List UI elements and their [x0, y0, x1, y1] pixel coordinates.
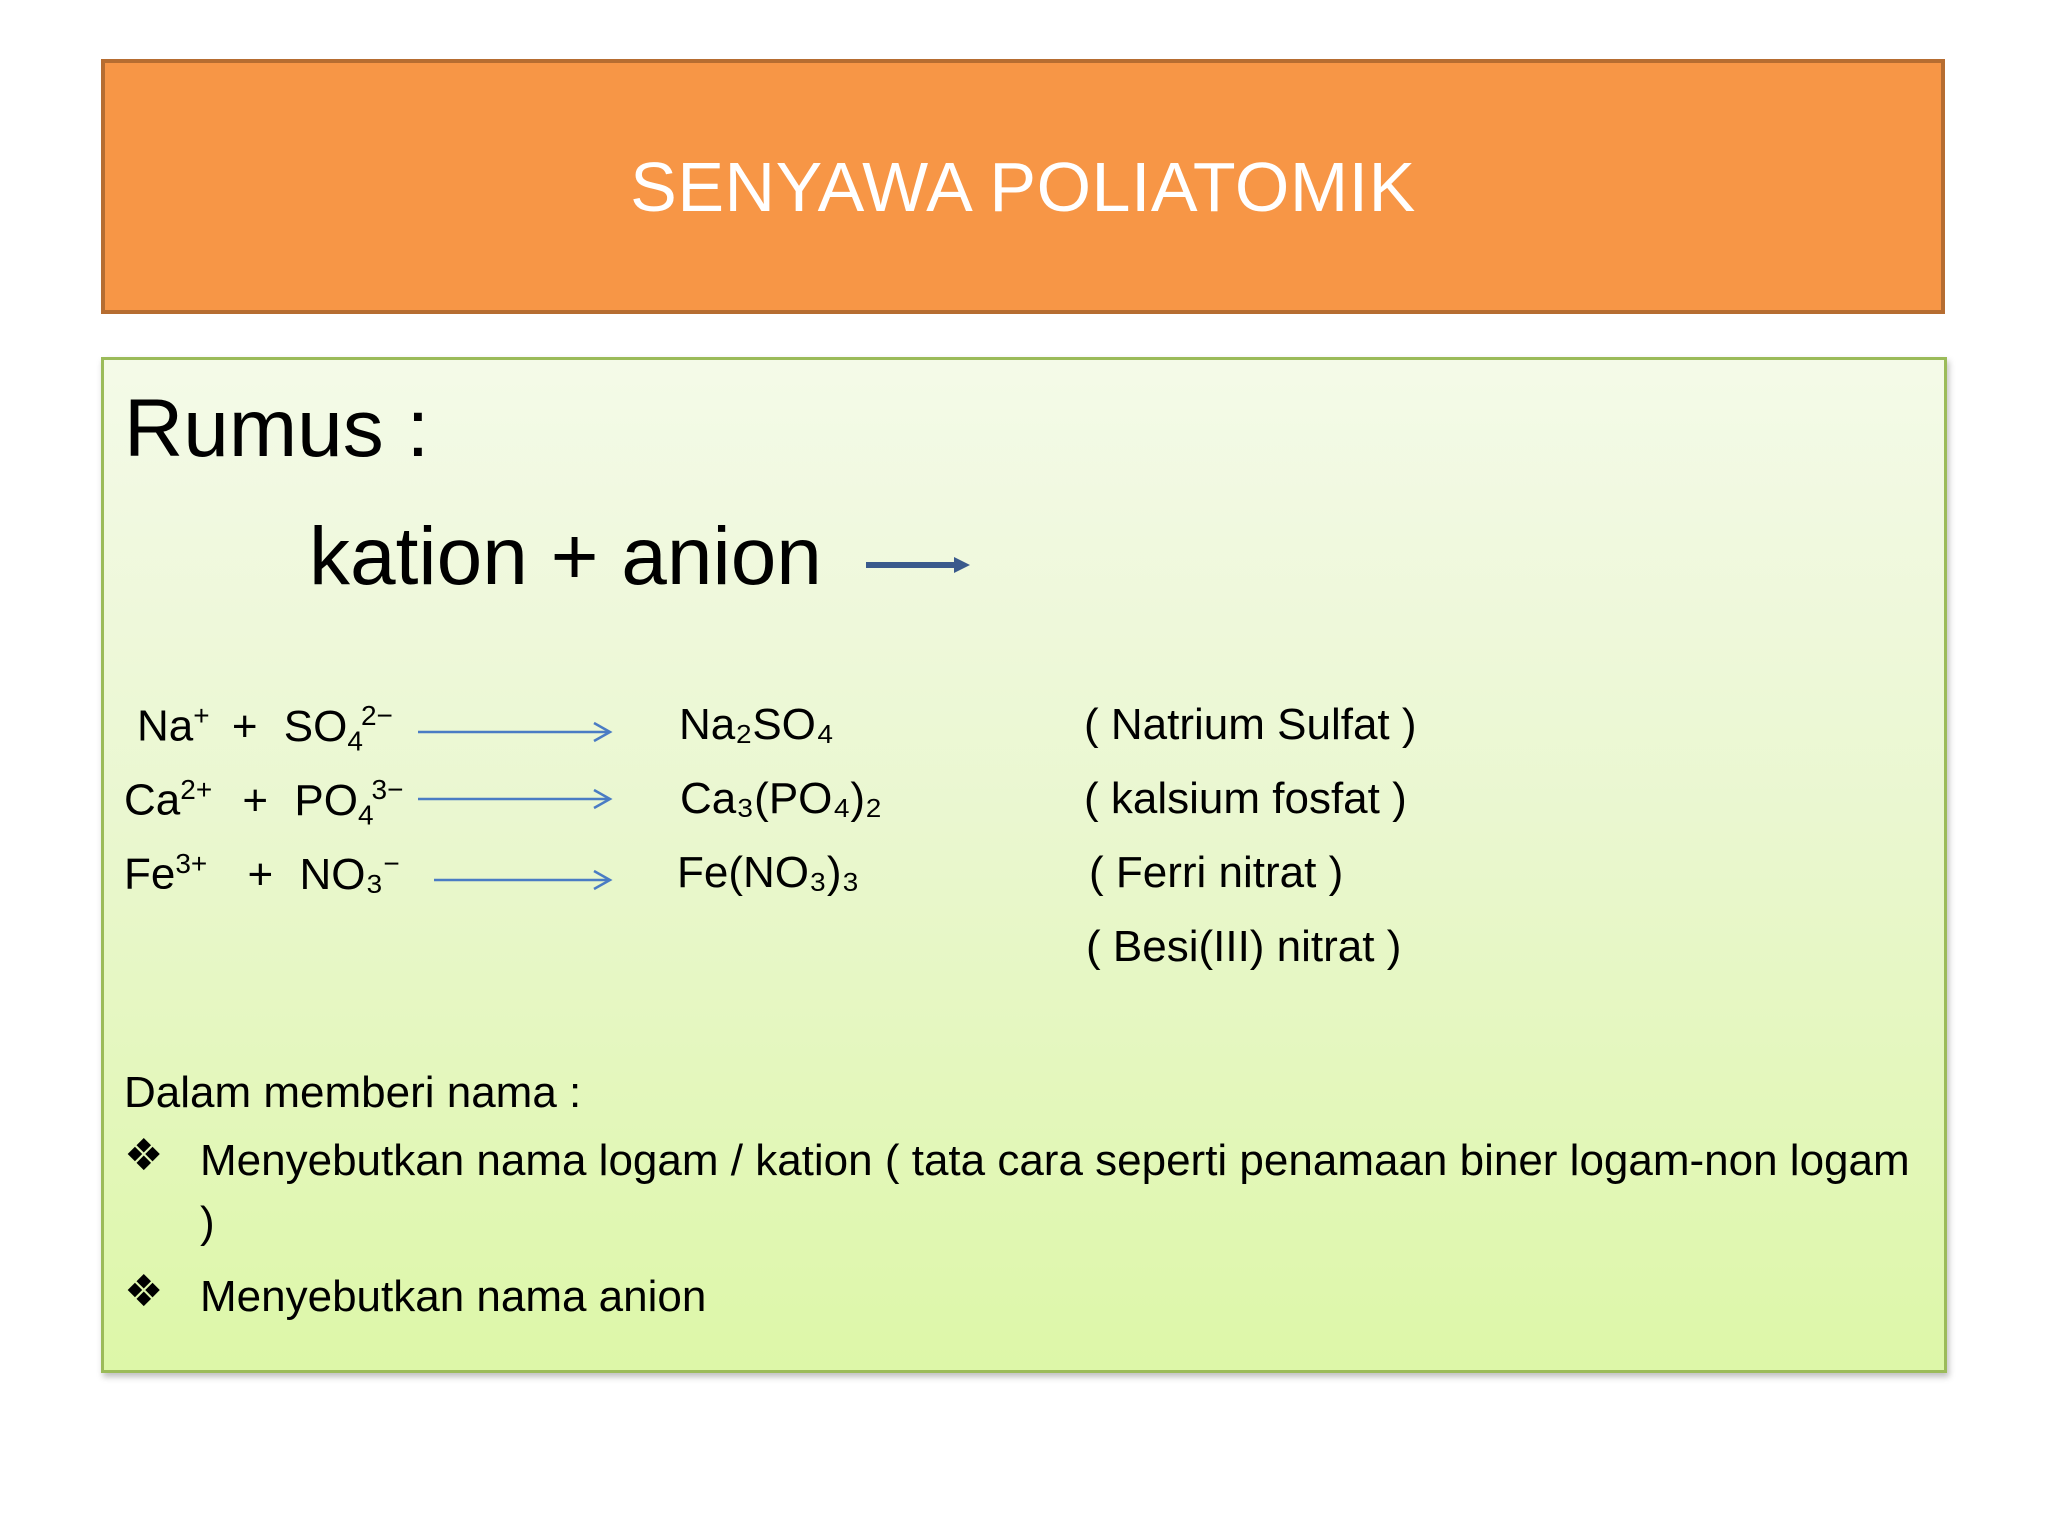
reaction-3-name: ( Ferri nitrat ) — [1089, 848, 1344, 897]
cation-symbol: Na — [137, 701, 194, 751]
bullet-text: Menyebutkan nama logam / kation ( tata cara seperti penamaan biner logam-non logam ) — [200, 1136, 1910, 1247]
anion-symbol: PO — [294, 775, 358, 825]
reaction-2-arrow-icon — [416, 787, 616, 811]
reaction-3-arrow-icon — [432, 868, 616, 892]
anion-subscript: 4 — [347, 725, 363, 757]
title-box — [101, 59, 1945, 314]
naming-intro: Dalam memberi nama : — [124, 1068, 582, 1117]
formula-text: kation + anion — [309, 511, 822, 602]
reaction-2-reactants — [124, 774, 403, 831]
slide-title: SENYAWA POLIATOMIK — [630, 147, 1416, 226]
reaction-1-arrow-icon — [416, 720, 616, 744]
diamond-bullet-icon: ❖ — [124, 1267, 164, 1316]
content-box — [101, 357, 1947, 1373]
formula-arrow-icon — [864, 552, 974, 578]
diamond-bullet-icon: ❖ — [124, 1131, 164, 1180]
plus-sign: + — [242, 775, 269, 825]
plus-sign: + — [231, 701, 258, 751]
anion-charge: − — [383, 848, 400, 879]
reaction-3-product: Fe(NO₃)₃ — [677, 848, 860, 897]
anion-subscript: 4 — [357, 799, 374, 831]
bullet-text: Menyebutkan nama anion — [200, 1272, 707, 1321]
reaction-1-name: ( Natrium Sulfat ) — [1084, 700, 1417, 749]
anion-charge: 2− — [360, 700, 393, 731]
heading-rumus: Rumus : — [124, 383, 430, 474]
anion-charge: 3− — [371, 774, 404, 805]
reaction-2-product: Ca₃(PO₄)₂ — [680, 774, 883, 823]
reaction-3-alt-name: ( Besi(III) nitrat ) — [1086, 922, 1402, 971]
cation-symbol: Fe — [124, 849, 176, 899]
reaction-3-reactants — [124, 848, 400, 900]
anion-symbol: SO — [283, 701, 348, 751]
plus-sign: + — [247, 849, 274, 899]
cation-charge: 2+ — [180, 774, 213, 805]
anion-symbol: NO₃ — [299, 849, 384, 899]
reaction-1-product: Na₂SO₄ — [679, 700, 834, 749]
cation-charge: 3+ — [175, 848, 208, 879]
reaction-2-name: ( kalsium fosfat ) — [1084, 774, 1407, 823]
reaction-1-reactants — [137, 700, 393, 757]
cation-symbol: Ca — [124, 775, 181, 825]
cation-charge: + — [193, 700, 210, 731]
